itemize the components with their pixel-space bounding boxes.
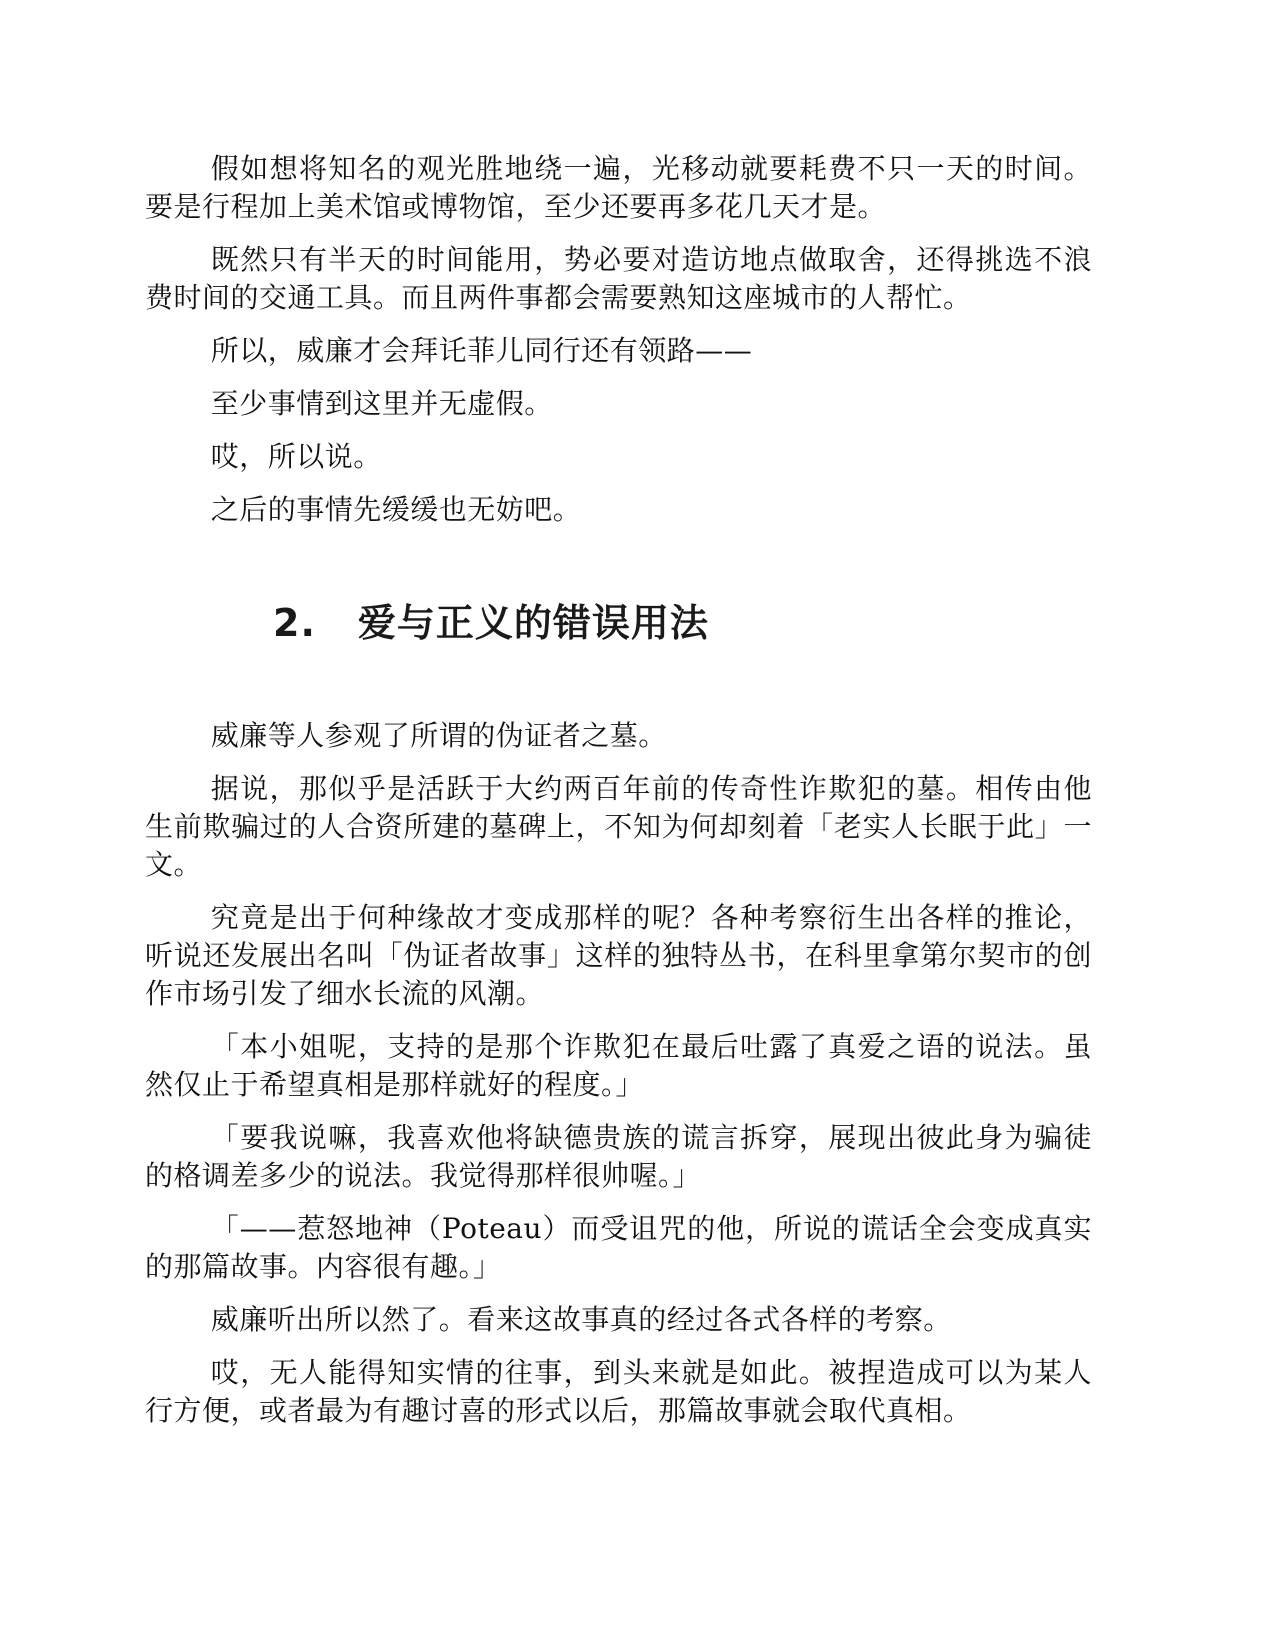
chapter-heading bbox=[273, 601, 1092, 645]
paragraph: 「——惹怒地神（Poteau）而受诅咒的他，所说的谎话全会变成真实的那篇故事。内容很有趣。」 bbox=[145, 1212, 1092, 1283]
paragraph: 之后的事情先缓缓也无妨吧。 bbox=[210, 493, 582, 526]
paragraph: 「本小姐呢，支持的是那个诈欺犯在最后吐露了真爱之语的说法。虽然仅止于希望真相是那样就好的程度。」 bbox=[145, 1030, 1092, 1101]
paragraph: 哎，无人能得知实情的往事，到头来就是如此。被捏造成可以为某人行方便，或者最为有趣讨喜的形式以后，那篇故事就会取代真相。 bbox=[145, 1356, 1092, 1427]
paragraph: 至少事情到这里并无虚假。 bbox=[210, 387, 553, 420]
paragraph: 所以，威廉才会拜讬菲儿同行还有领路—— bbox=[210, 334, 753, 367]
chapter-title: 爱与正义的错误用法 bbox=[357, 601, 709, 645]
paragraph: 假如想将知名的观光胜地绕一遍，光移动就要耗费不只一天的时间。要是行程加上美术馆或博物馆，至少还要再多花几天才是。 bbox=[145, 152, 1092, 223]
chapter-number: 2. bbox=[273, 601, 316, 645]
paragraph: 威廉等人参观了所谓的伪证者之墓。 bbox=[210, 719, 667, 752]
paragraph: 据说，那似乎是活跃于大约两百年前的传奇性诈欺犯的墓。相传由他生前欺骗过的人合资所建的墓碑上，不知为何却刻着「老实人长眠于此」一文。 bbox=[145, 772, 1092, 881]
paragraph: 既然只有半天的时间能用，势必要对造访地点做取舍，还得挑选不浪费时间的交通工具。而且两件事都会需要熟知这座城市的人帮忙。 bbox=[145, 243, 1092, 314]
paragraph: 究竟是出于何种缘故才变成那样的呢？各种考察衍生出各样的推论，听说还发展出名叫「伪证者故事」这样的独特丛书，在科里拿第尔契市的创作市场引发了细水长流的风潮。 bbox=[145, 901, 1092, 1010]
text-block bbox=[145, 150, 1092, 1445]
paragraph: 「要我说嘛，我喜欢他将缺德贵族的谎言拆穿，展现出彼此身为骗徒的格调差多少的说法。我觉得那样很帅喔。」 bbox=[145, 1121, 1092, 1192]
paragraph: 威廉听出所以然了。看来这故事真的经过各式各样的考察。 bbox=[210, 1303, 952, 1336]
paragraph: 哎，所以说。 bbox=[210, 440, 382, 473]
